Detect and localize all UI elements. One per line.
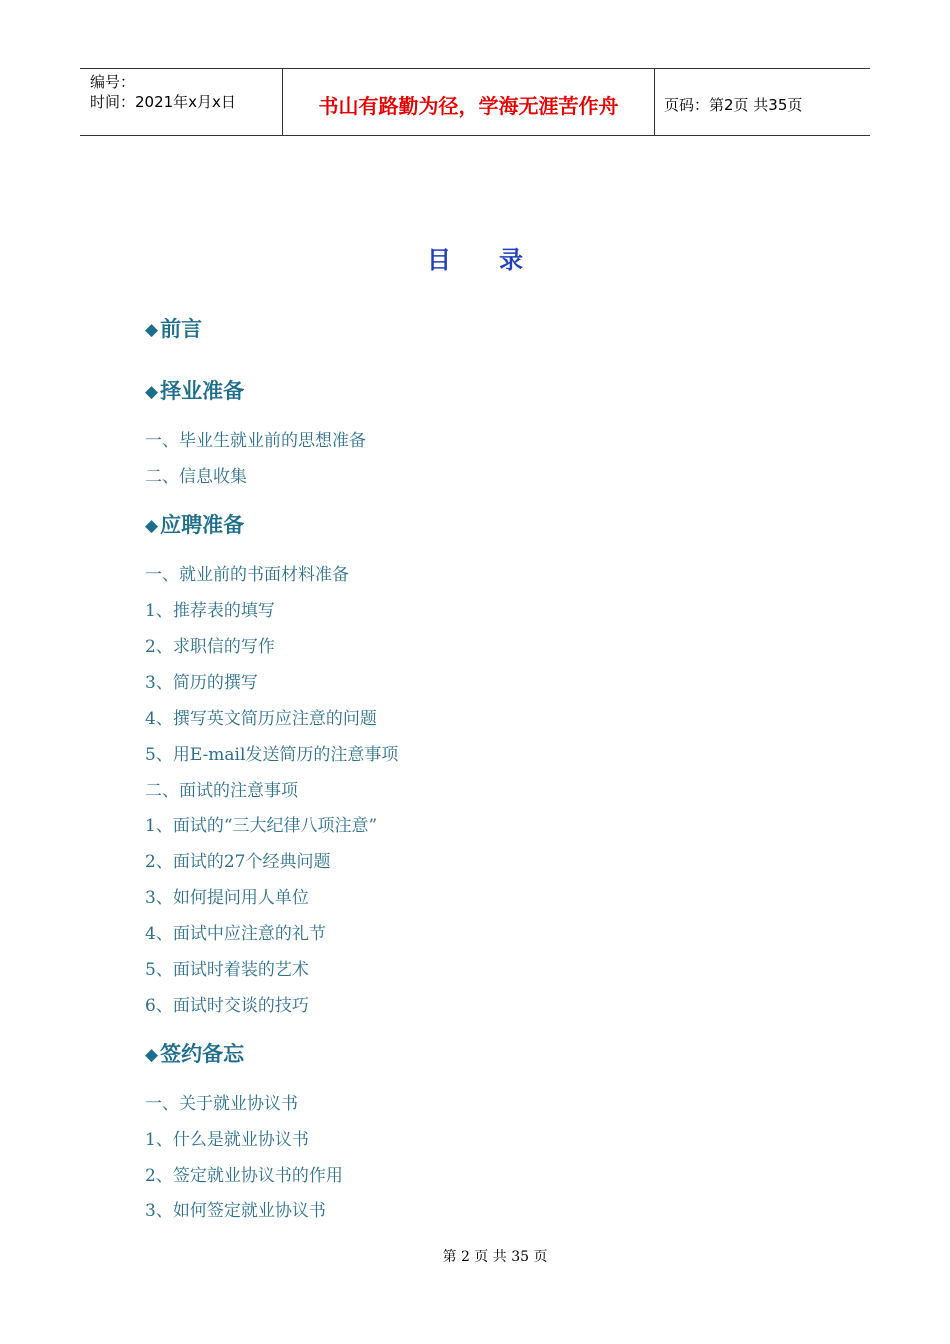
diamond-icon: ◆ [145,1045,159,1065]
toc-item: 3、如何提问用人单位 [145,888,309,908]
section-label: 择业准备 [160,379,245,403]
toc-item: 1、什么是就业协议书 [145,1130,309,1150]
section-label: 签约备忘 [160,1042,245,1066]
toc-item: 2、签定就业协议书的作用 [145,1166,343,1186]
number-label: 编号： [90,73,136,91]
toc-item: 6、面试时交谈的技巧 [145,996,309,1016]
diamond-icon: ◆ [145,516,159,536]
toc-item: 2、求职信的写作 [145,637,275,657]
document-header [80,68,870,136]
toc-item: 1、面试的“三大纪律八项注意” [145,816,378,836]
section-label: 前言 [160,317,203,341]
toc-item: 一、关于就业协议书 [145,1094,298,1114]
page-title: 目录 [427,246,571,274]
diamond-icon: ◆ [145,382,159,402]
header-meta [80,69,282,135]
time-label: 时间：2021年x月x日 [90,93,236,111]
toc-item: 2、面试的27个经典问题 [145,852,331,872]
header-page-info: 页码：第2页 共35页 [664,95,803,114]
toc-section-preface [145,315,202,344]
toc-section-career-prep [145,377,244,406]
page-footer: 第 2 页 共 35 页 [442,1249,548,1265]
header-motto: 书山有路勤为径，学海无涯苦作舟 [282,69,655,135]
toc-item: 二、面试的注意事项 [145,781,298,801]
toc-item: 5、面试时着装的艺术 [145,960,309,980]
toc-item: 4、撰写英文简历应注意的问题 [145,709,377,729]
toc-section-signing-memo [145,1040,244,1069]
toc-item: 1、推荐表的填写 [145,601,275,621]
toc-section-application-prep [145,511,244,540]
toc-item: 5、用E-mail发送简历的注意事项 [145,745,399,765]
diamond-icon: ◆ [145,320,159,340]
toc-item: 3、简历的撰写 [145,673,258,693]
toc-item: 一、毕业生就业前的思想准备 [145,431,366,451]
section-label: 应聘准备 [160,513,245,537]
toc-item: 一、就业前的书面材料准备 [145,565,349,585]
toc-item: 二、信息收集 [145,467,247,487]
toc-item: 4、面试中应注意的礼节 [145,924,326,944]
toc-item: 3、如何签定就业协议书 [145,1201,326,1221]
